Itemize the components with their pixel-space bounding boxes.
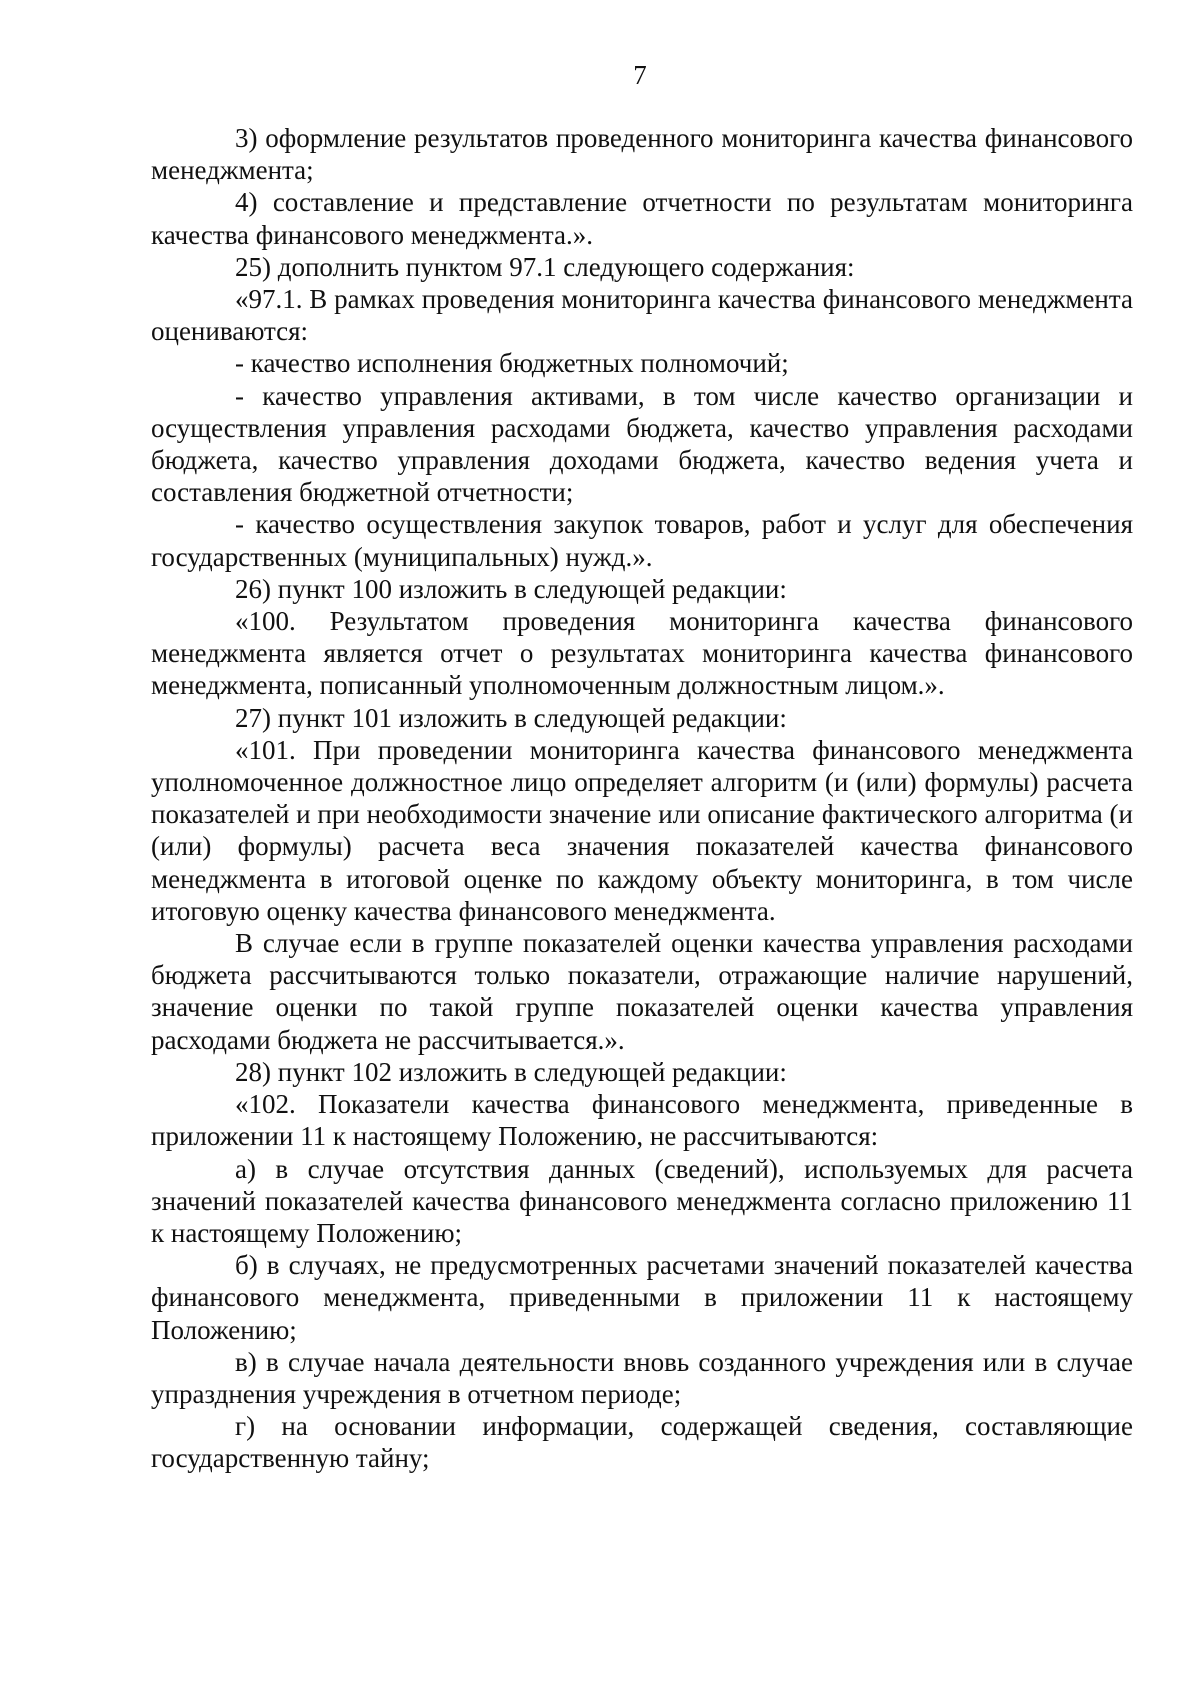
paragraph-amendment-25: 25) дополнить пунктом 97.1 следующего содержания: — [235, 251, 855, 282]
paragraph-clause-102: «102. Показатели качества финансового менеджмента, приведенные в приложении 11 к настоящему Положению, не рассчитываются: — [151, 1089, 1133, 1152]
paragraph-clause-100: «100. Результатом проведения мониторинга качества финансового менеджмента является отчет о результатах мониторинга качества финансового менеджмента, пописанный уполномоченным должностным лицом.». — [151, 606, 1133, 701]
paragraph-amendment-26: 26) пункт 100 изложить в следующей редакции: — [235, 573, 787, 604]
paragraph-amendment-27: 27) пункт 101 изложить в следующей редакции: — [235, 702, 787, 733]
document-body — [151, 122, 1133, 1475]
paragraph-item-b: б) в случаях, не предусмотренных расчетами значений показателей качества финансового менеджмента, приведенными в приложении 11 к настоящему Положению; — [151, 1250, 1133, 1345]
paragraph-item-g: г) на основании информации, содержащей сведения, составляющие государственную тайну; — [151, 1411, 1133, 1474]
paragraph-amendment-28: 28) пункт 102 изложить в следующей редакции: — [235, 1056, 787, 1087]
paragraph-clause-97-1: «97.1. В рамках проведения мониторинга качества финансового менеджмента оцениваются: — [151, 284, 1133, 347]
paragraph-item-v: в) в случае начала деятельности вновь созданного учреждения или в случае упразднения учреждения в отчетном периоде; — [151, 1346, 1133, 1409]
paragraph-bullet-procurement: - качество осуществления закупок товаров, работ и услуг для обеспечения государственных (муниципальных) нужд.». — [151, 509, 1133, 572]
paragraph-clause-101-case: В случае если в группе показателей оценки качества управления расходами бюджета рассчитываются только показатели, отражающие наличие нарушений, значение оценки по такой группе показателей оценки качества управления расходами бюджета не рассчитывается.». — [151, 928, 1133, 1055]
page-number: 7 — [633, 60, 647, 90]
paragraph-bullet-asset-management: - качество управления активами, в том числе качество организации и осуществления управления расходами бюджета, качество управления расходами бюджета, качество управления доходами бюджета, качество ведения учета и составления бюджетной отчетности; — [151, 380, 1133, 508]
paragraph-item-a: а) в случае отсутствия данных (сведений), используемых для расчета значений показателей качества финансового менеджмента согласно приложению 11 к настоящему Положению; — [151, 1153, 1133, 1248]
paragraph-item-4: 4) составление и представление отчетности по результатам мониторинга качества финансового менеджмента.». — [151, 187, 1133, 250]
paragraph-item-3: 3) оформление результатов проведенного мониторинга качества финансового менеджмента; — [151, 123, 1133, 186]
paragraph-clause-101: «101. При проведении мониторинга качества финансового менеджмента уполномоченное должностное лицо определяет алгоритм (и (или) формулы) расчета показателей и при необходимости значение или описание фактического алгоритма (и (или) формулы) расчета веса значения показателей качества финансового менеджмента в итоговой оценке по каждому объекту мониторинга, в том числе итоговую оценку качества финансового менеджмента. — [151, 734, 1133, 926]
paragraph-bullet-budget-powers: - качество исполнения бюджетных полномочий; — [235, 348, 789, 379]
